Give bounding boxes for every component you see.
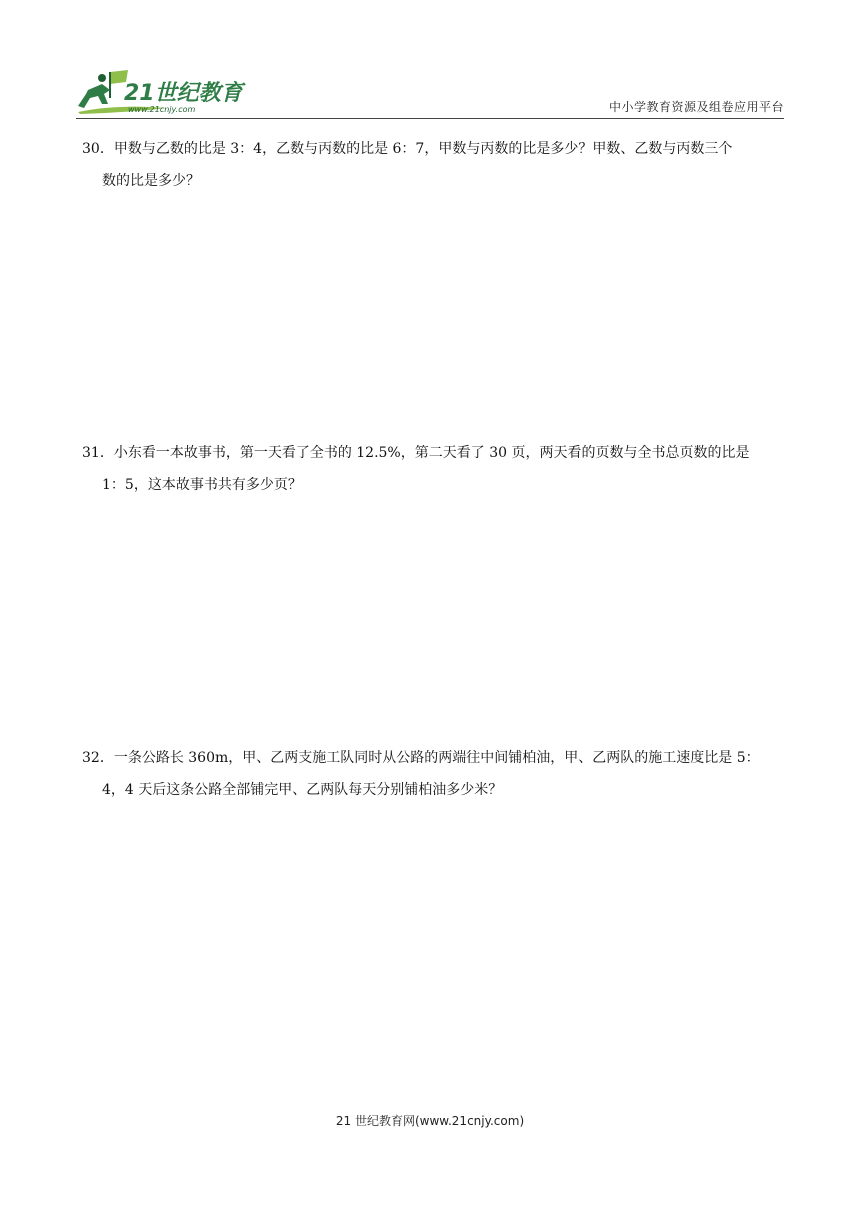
runner-logo-icon	[76, 68, 251, 116]
logo-text: 21世纪教育	[124, 81, 243, 106]
site-logo	[76, 68, 251, 116]
question-31-line-2: 1：5，这本故事书共有多少页？	[102, 477, 302, 493]
header-divider	[76, 118, 784, 119]
question-32-line-1: 32．一条公路长 360m，甲、乙两支施工队同时从公路的两端往中间铺柏油，甲、乙两队的施工速度比是 5：	[82, 750, 760, 766]
logo-url-text: www.21cnjy.com	[128, 105, 196, 114]
question-30-line-2: 数的比是多少？	[102, 173, 200, 189]
page-footer: 21 世纪教育网(www.21cnjy.com)	[335, 1114, 525, 1128]
question-30-line-1: 30．甲数与乙数的比是 3：4，乙数与丙数的比是 6：7，甲数与丙数的比是多少？甲数、乙数与丙数三个	[82, 141, 733, 157]
question-32-line-2: 4，4 天后这条公路全部铺完甲、乙两队每天分别铺柏油多少米？	[102, 782, 503, 798]
page-header	[76, 68, 784, 118]
question-30	[82, 133, 782, 197]
question-31	[82, 437, 782, 501]
question-31-line-1: 31．小东看一本故事书，第一天看了全书的 12.5%，第二天看了 30 页，两天看的页数与全书总页数的比是	[82, 445, 750, 461]
platform-name: 中小学教育资源及组卷应用平台	[608, 100, 784, 114]
question-32	[82, 742, 782, 806]
